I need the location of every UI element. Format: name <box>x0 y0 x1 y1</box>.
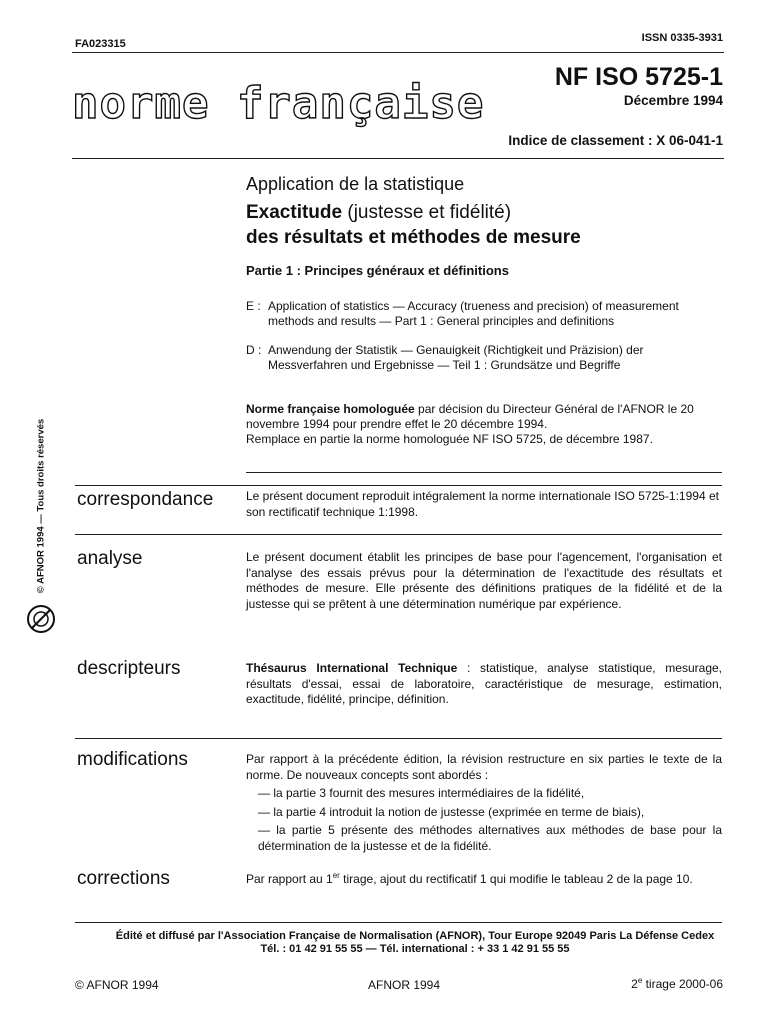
publisher-line: Édité et diffusé par l'Association Française de Normalisation (AFNOR), Tour Europe 92049 Paris La Défense Cedex <box>115 930 715 942</box>
descripteurs-bold: Thésaurus International Technique <box>246 661 458 675</box>
title-bold: Exactitude <box>246 202 343 223</box>
section-label-analyse: analyse <box>77 548 143 569</box>
main-title-line2: des résultats et méthodes de mesure <box>246 227 581 248</box>
top-rule <box>72 52 724 53</box>
doc-code: FA023315 <box>75 38 126 50</box>
section-label-corrections: corrections <box>77 868 170 889</box>
corrections-sup: er <box>332 871 340 880</box>
section-label-modifications: modifications <box>77 749 188 770</box>
issn: ISSN 0335-3931 <box>641 32 723 44</box>
corrections-post: tirage, ajout du rectificatif 1 qui modifie le tableau 2 de la page 10. <box>339 872 693 886</box>
corrections-pre: Par rapport au 1 <box>246 872 333 886</box>
tirage-number: 2 <box>631 977 638 991</box>
section-rule <box>75 534 722 535</box>
translation-key: D : <box>246 343 262 357</box>
main-title-line1 <box>246 202 511 224</box>
section-rule <box>246 472 722 473</box>
header-rule <box>72 158 724 159</box>
modifications-text <box>246 752 722 854</box>
homologation-block <box>246 402 716 447</box>
standard-number: NF ISO 5725-1 <box>554 63 723 91</box>
list-item: — la partie 5 présente des méthodes alternatives aux méthodes de base pour la détermination de la justesse et de la fidélité. <box>258 823 722 853</box>
section-rule <box>75 738 722 739</box>
side-copyright-text: © AFNOR 1994 — Tous droits réservés <box>35 418 47 594</box>
analyse-text: Le présent document établit les principes de base pour l'agencement, l'organisation et l'analyse des essais prévus pour la détermination de l'exactitude des résultats et méthodes de mesure. Elle présente des définitions pratiques de la fidélité et de la justesse qui se prêtent à une détermination numérique par expérience. <box>246 550 722 611</box>
publisher-info <box>100 930 730 956</box>
corrections-text <box>246 868 722 888</box>
part-title: Partie 1 : Principes généraux et définitions <box>246 263 509 278</box>
tirage-text: tirage 2000-06 <box>642 977 723 991</box>
classification-index: Indice de classement : X 06-041-1 <box>508 133 723 148</box>
title-rest: (justesse et fidélité) <box>342 202 512 223</box>
translation-german <box>246 343 706 373</box>
homologation-bold: Norme française homologuée <box>246 402 415 416</box>
translation-english <box>246 299 706 329</box>
side-copyright <box>34 412 48 600</box>
correspondance-text: Le présent document reproduit intégralement la norme internationale ISO 5725-1:1994 et son rectificatif technique 1:1998. <box>246 489 719 519</box>
brand-title: norme française <box>72 78 485 129</box>
modifications-intro: Par rapport à la précédente édition, la révision restructure en six parties le texte de la norme. De nouveaux concepts sont abordés : <box>246 752 722 782</box>
homologation-text: par décision du Directeur Général de l'AFNOR le 20 novembre 1994 pour prendre effet le 20 décembre 1994. <box>246 402 694 431</box>
publication-date: Décembre 1994 <box>623 93 723 108</box>
footer-copyright: © AFNOR 1994 <box>75 978 159 992</box>
section-rule <box>75 485 722 486</box>
descripteurs-text <box>246 661 722 708</box>
phone-line: Tél. : 01 42 91 55 55 — Tél. international : + 33 1 42 91 55 55 <box>260 943 570 955</box>
footer-center: AFNOR 1994 <box>368 978 441 992</box>
footer-tirage <box>631 976 723 991</box>
tirage-sup: e <box>637 976 643 985</box>
translation-key: E : <box>246 299 261 313</box>
section-label-correspondance: correspondance <box>77 489 214 510</box>
translation-text: Anwendung der Statistik — Genauigkeit (Richtigkeit und Präzision) der Messverfahren und Ergebnisse — Teil 1 : Grundsätze und Begriffe <box>268 343 644 372</box>
list-item: — la partie 3 fournit des mesures intermédiaires de la fidélité, <box>258 786 585 800</box>
section-label-descripteurs: descripteurs <box>77 658 181 679</box>
replaces-text: Remplace en partie la norme homologuée NF ISO 5725, de décembre 1987. <box>246 432 653 446</box>
list-item: — la partie 4 introduit la notion de justesse (exprimée en terme de biais), <box>258 804 645 819</box>
no-copy-icon <box>26 604 56 634</box>
application-title: Application de la statistique <box>246 174 465 194</box>
footer-rule <box>75 922 722 923</box>
translation-text: Application of statistics — Accuracy (trueness and precision) of measurement methods and results — Part 1 : General principles and definitions <box>268 299 679 328</box>
descripteurs-rest: : statistique, analyse statistique, mesurage, résultats d'essai, essai de laboratoire, caractéristique de mesurage, estimation, exactitude, fidélité, principe, définition. <box>246 661 722 706</box>
